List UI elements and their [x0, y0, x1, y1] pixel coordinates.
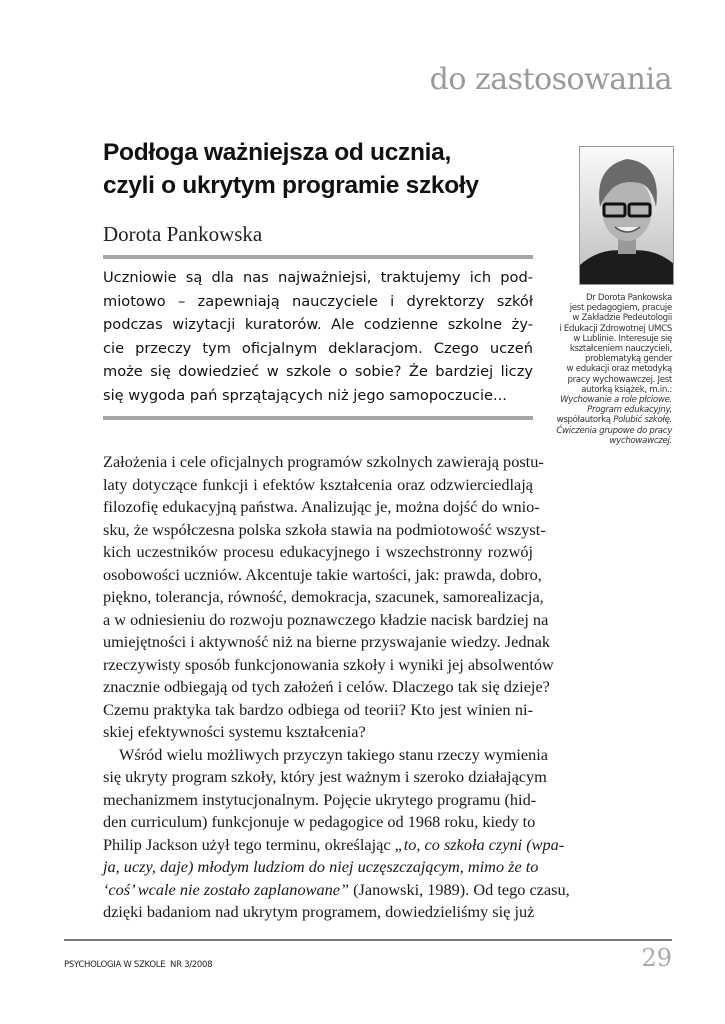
- body-line: [103, 834, 565, 857]
- body-line: [103, 496, 540, 519]
- bio-line: jest pedagogiem, pracuje: [569, 303, 672, 314]
- body-text: znacznie odbiegają od tych założeń i celów. Dlaczego tak się dzieje?: [103, 677, 550, 696]
- lead-line: podczas wizytacji kuratorów. Ale codzienne szkolne ży-: [103, 316, 533, 334]
- lead-top-rule: [103, 255, 533, 259]
- bio-line: Program edukacyjny,: [587, 405, 672, 416]
- body-line: [103, 811, 536, 834]
- author-photo: [579, 146, 674, 285]
- lead-paragraph: [103, 266, 533, 408]
- lead-line: cie przeczy tym oficjalnym deklaracjom. Czego uczeń: [103, 339, 533, 357]
- body-line: [103, 541, 533, 564]
- body-text: Wśród wielu możliwych przyczyn takiego stanu rzeczy wymienia: [119, 744, 549, 764]
- body-line: [103, 721, 533, 744]
- body-line: [103, 631, 550, 654]
- body-text: dzięki badaniom nad ukrytym programem, dowiedzieliśmy się już: [103, 902, 535, 921]
- portrait-image: [580, 147, 674, 285]
- lead-bottom-rule: [103, 416, 533, 420]
- body-text: laty dotyczące funkcji i efektów kształcenia oraz odzwierciedlają: [103, 474, 533, 494]
- page-number: 29: [641, 944, 672, 972]
- author-bio: [492, 293, 672, 446]
- body-text: osobowości uczniów. Akcentuje takie wartości, jak: prawda, dobro,: [103, 564, 542, 584]
- footer-rule: [64, 939, 672, 941]
- bio-line: w Zakładzie Pedeutologii: [572, 313, 672, 324]
- bio-line: wychowawczej.: [609, 435, 672, 446]
- bio-line: w Lublinie. Interesuje się: [573, 333, 672, 344]
- bio-line: i Edukacji Zdrowotnej UMCS: [559, 323, 672, 334]
- body-line: [103, 879, 570, 902]
- body-line: [103, 676, 550, 699]
- bio-line: pracy wychowawczej. Jest: [567, 374, 672, 385]
- body-line: [103, 451, 544, 474]
- body-line: [103, 519, 546, 542]
- bio-line: współautorką Polubić szkołę.: [556, 415, 672, 426]
- quote-text: ‘coś’ wcale nie zostało zaplanowane”: [103, 879, 350, 899]
- body-text: kich uczestników procesu edukacyjnego i wszechstronny rozwój: [103, 542, 533, 561]
- bio-line: autorką książek, m.in.:: [581, 384, 672, 395]
- bio-line: kształceniem nauczycieli,: [569, 344, 672, 355]
- bio-line: Wychowanie a role płciowe.: [560, 395, 672, 406]
- body-line: [103, 586, 544, 609]
- body-text: filozofię edukacyjną państwa. Analizując je, można dojść do wnio-: [103, 497, 540, 516]
- body-line: [103, 901, 533, 924]
- lead-line: może się dowiedzieć w szkole o sobie? Że bardziej liczy: [103, 363, 533, 381]
- body-text: rzeczywisty sposób funkcjonowania szkoły i wyniki jej absolwentów: [103, 654, 554, 674]
- body-line: [103, 609, 549, 632]
- title-line: Podłoga ważniejsza od ucznia,: [103, 139, 451, 166]
- body-line: [103, 654, 554, 677]
- body-text: Założenia i cele oficjalnych programów szkolnych zawierają postu-: [103, 452, 544, 471]
- body-text: mechanizmem instytucjonalnym. Pojęcie ukrytego programu (hid-: [103, 789, 537, 809]
- body-line: [103, 564, 542, 587]
- body-text: Philip Jackson użył tego terminu, określając: [103, 834, 395, 854]
- body-line: [103, 789, 537, 812]
- lead-line: miotowo – zapewniają nauczyciele i dyrektorzy szkół: [103, 292, 533, 310]
- quote-text: „to, co szkoła czyni (wpa-: [394, 834, 565, 854]
- body-line: [103, 474, 533, 497]
- body-text: skiej efektywności systemu kształcenia?: [103, 722, 366, 741]
- body-text: den curriculum) funkcjonuje w pedagogice od 1968 roku, kiedy to: [103, 812, 536, 831]
- body-text: (Janowski, 1989). Od tego czasu,: [349, 879, 570, 899]
- bio-line: Ćwiczenia grupowe do pracy: [556, 425, 672, 436]
- body-text: a w odniesieniu do rozwoju poznawczego kładzie nacisk bardziej na: [103, 609, 549, 629]
- body-text: sku, że współczesna polska szkoła stawia na podmiotowość wszyst-: [103, 519, 546, 539]
- body-text: Czemu praktyka tak bardzo odbiega od teorii? Kto jest winien ni-: [103, 699, 533, 719]
- body-line: [103, 856, 539, 879]
- author-name: Dorota Pankowska: [103, 222, 263, 246]
- article-body: [103, 451, 570, 924]
- body-text: umiejętności i aktywność niż na bierne przyswajanie wiedzy. Jednak: [103, 632, 550, 651]
- title-line: czyli o ukrytym programie szkoły: [103, 172, 479, 199]
- article-title: [103, 136, 543, 202]
- body-line: [103, 744, 549, 767]
- bio-line: w edukacji oraz metodyką: [566, 364, 672, 375]
- bio-line: problematyką gender: [584, 354, 672, 365]
- lead-line: się wygoda pań sprzątających niż jego samopoczucie...: [103, 386, 507, 404]
- body-line: [103, 766, 547, 789]
- bio-line: Dr Dorota Pankowska: [585, 293, 672, 303]
- body-text: piękno, tolerancja, równość, demokracja, szacunek, samorealizacja,: [103, 587, 544, 606]
- body-text: się ukryty program szkoły, który jest ważnym i szeroko działającym: [103, 767, 547, 786]
- journal-name: PSYCHOLOGIA W SZKOLE NR 3/2008: [64, 960, 213, 970]
- quote-text: ja, uczy, daje) młodym ludziom do niej uczęszczającym, mimo że to: [103, 857, 539, 876]
- body-line: [103, 699, 533, 722]
- section-heading: do zastosowania: [429, 62, 672, 97]
- lead-line: Uczniowie są dla nas najważniejsi, traktujemy ich pod-: [103, 269, 533, 286]
